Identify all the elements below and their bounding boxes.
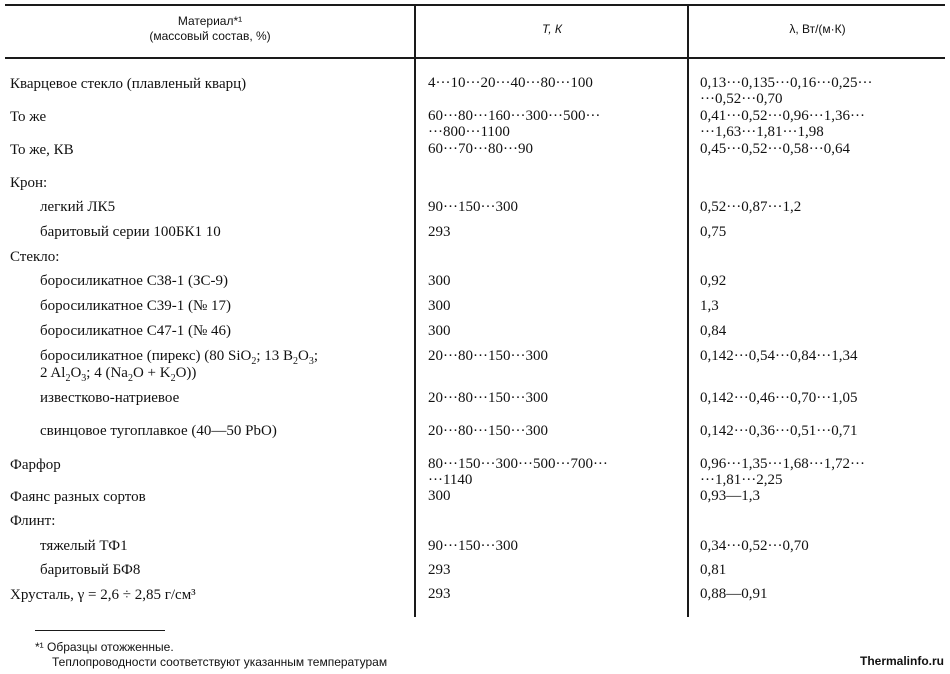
row-samekv-lambda: 0,45···0,52···0,58···0,64 [700,141,850,157]
header-bottom-rule [5,57,945,59]
row-lead-material: свинцовое тугоплавкое (40—50 PbO) [40,423,277,439]
table-top-rule [5,4,945,6]
row-samekv-temp: 60···70···80···90 [428,141,533,157]
pyrex-sub-f: 3 [81,373,87,384]
group-kron-heading: Крон: [10,175,48,191]
row-same1-lambda-1: 0,41···0,52···0,96···1,36··· [700,108,865,124]
row-bk-lambda: 0,75 [700,224,727,240]
footnote-rule [35,630,165,631]
row-s38-material: боросиликатное С38-1 (ЗС-9) [40,273,228,289]
row-same1-temp-2: ···800···1100 [428,124,510,140]
pyrex-sub-b: 2 [293,356,299,367]
header-material-line2: (массовый состав, %) [149,29,271,43]
header-temperature: T, К [542,22,562,36]
pyrex-text-h: O + K [132,365,171,381]
pyrex-sub-e: 2 [65,373,71,384]
row-faience-temp: 300 [428,488,451,504]
row-s47-material: боросиликатное С47-1 (№ 46) [40,323,232,339]
row-lead-lambda: 0,142···0,36···0,51···0,71 [700,423,858,439]
column-divider-1 [414,5,416,617]
pyrex-text-i: O)) [175,365,197,381]
row-porcelain-lambda-2: ···1,81···2,25 [700,472,783,488]
pyrex-text-f: O [70,365,82,381]
row-s39-lambda: 1,3 [700,298,719,314]
header-material [10,14,410,44]
row-s39-material: боросиликатное С39-1 (№ 17) [40,298,232,314]
row-s38-temp: 300 [428,273,451,289]
row-lk5-temp: 90···150···300 [428,199,518,215]
row-porcelain-lambda-1: 0,96···1,35···1,68···1,72··· [700,456,865,472]
row-faience-material: Фаянс разных сортов [10,489,146,505]
group-flint-heading: Флинт: [10,513,56,529]
row-crystal-lambda: 0,88—0,91 [700,586,768,602]
footnote-line-1: *¹ Образцы отожженные. [35,640,174,654]
header-material-line1: Материал*¹ [177,14,243,28]
row-porcelain-material: Фарфор [10,457,61,473]
pyrex-text-d: ; [313,348,319,364]
row-pyrex-material-line2 [40,365,197,384]
pyrex-sub-a: 2 [251,356,257,367]
row-same1-temp-1: 60···80···160···300···500··· [428,108,601,124]
row-same1-lambda-2: ···1,63···1,81···1,98 [700,124,824,140]
row-bk-material: баритовый серии 100БК1 10 [40,224,221,240]
pyrex-sub-g: 2 [127,373,133,384]
row-quartz-lambda-2: ···0,52···0,70 [700,91,783,107]
row-crystal-material: Хрусталь, γ = 2,6 ÷ 2,85 г/см³ [10,587,196,603]
row-pyrex-material-line1 [40,348,319,367]
row-quartz-lambda-1: 0,13···0,135···0,16···0,25··· [700,75,873,91]
row-same1-material: То же [10,109,47,125]
column-divider-2 [687,5,689,617]
row-pyrex-lambda: 0,142···0,54···0,84···1,34 [700,348,858,364]
row-samekv-material: То же, КВ [10,142,74,158]
row-bk-temp: 293 [428,224,451,240]
row-tf1-lambda: 0,34···0,52···0,70 [700,538,809,554]
row-tf1-temp: 90···150···300 [428,538,518,554]
group-steklo-heading: Стекло: [10,249,60,265]
row-porcelain-temp-2: ···1140 [428,472,473,488]
row-s47-temp: 300 [428,323,451,339]
row-porcelain-temp-1: 80···150···300···500···700··· [428,456,608,472]
row-bf8-temp: 293 [428,562,451,578]
row-faience-lambda: 0,93—1,3 [700,488,760,504]
pyrex-text-b: ; 13 B [256,348,294,364]
pyrex-sub-c: 3 [308,356,314,367]
row-s38-lambda: 0,92 [700,273,727,289]
row-soda-material: известково-натриевое [40,390,180,406]
pyrex-sub-h: 2 [170,373,176,384]
pyrex-text-c: O [298,348,309,364]
row-bf8-material: баритовый БФ8 [40,562,141,578]
row-quartz-material: Кварцевое стекло (плавленый кварц) [10,76,247,92]
row-s47-lambda: 0,84 [700,323,727,339]
pyrex-text-g: ; 4 (Na [86,365,128,381]
pyrex-text-a: боросиликатное (пирекс) (80 SiO [40,348,252,364]
row-crystal-temp: 293 [428,586,451,602]
row-bf8-lambda: 0,81 [700,562,727,578]
watermark: Thermalinfo.ru [859,654,944,668]
row-lk5-lambda: 0,52···0,87···1,2 [700,199,802,215]
row-soda-lambda: 0,142···0,46···0,70···1,05 [700,390,858,406]
row-lead-temp: 20···80···150···300 [428,423,548,439]
row-s39-temp: 300 [428,298,451,314]
row-soda-temp: 20···80···150···300 [428,390,548,406]
row-quartz-temp: 4···10···20···40···80···100 [428,75,593,91]
pyrex-text-e: 2 Al [40,365,66,381]
row-pyrex-temp: 20···80···150···300 [428,348,548,364]
header-conductivity: λ, Вт/(м·К) [789,22,846,36]
row-lk5-material: легкий ЛК5 [40,199,116,215]
row-tf1-material: тяжелый ТФ1 [40,538,128,554]
footnote-line-2: Теплопроводности соответствуют указанным температурам [52,655,388,669]
